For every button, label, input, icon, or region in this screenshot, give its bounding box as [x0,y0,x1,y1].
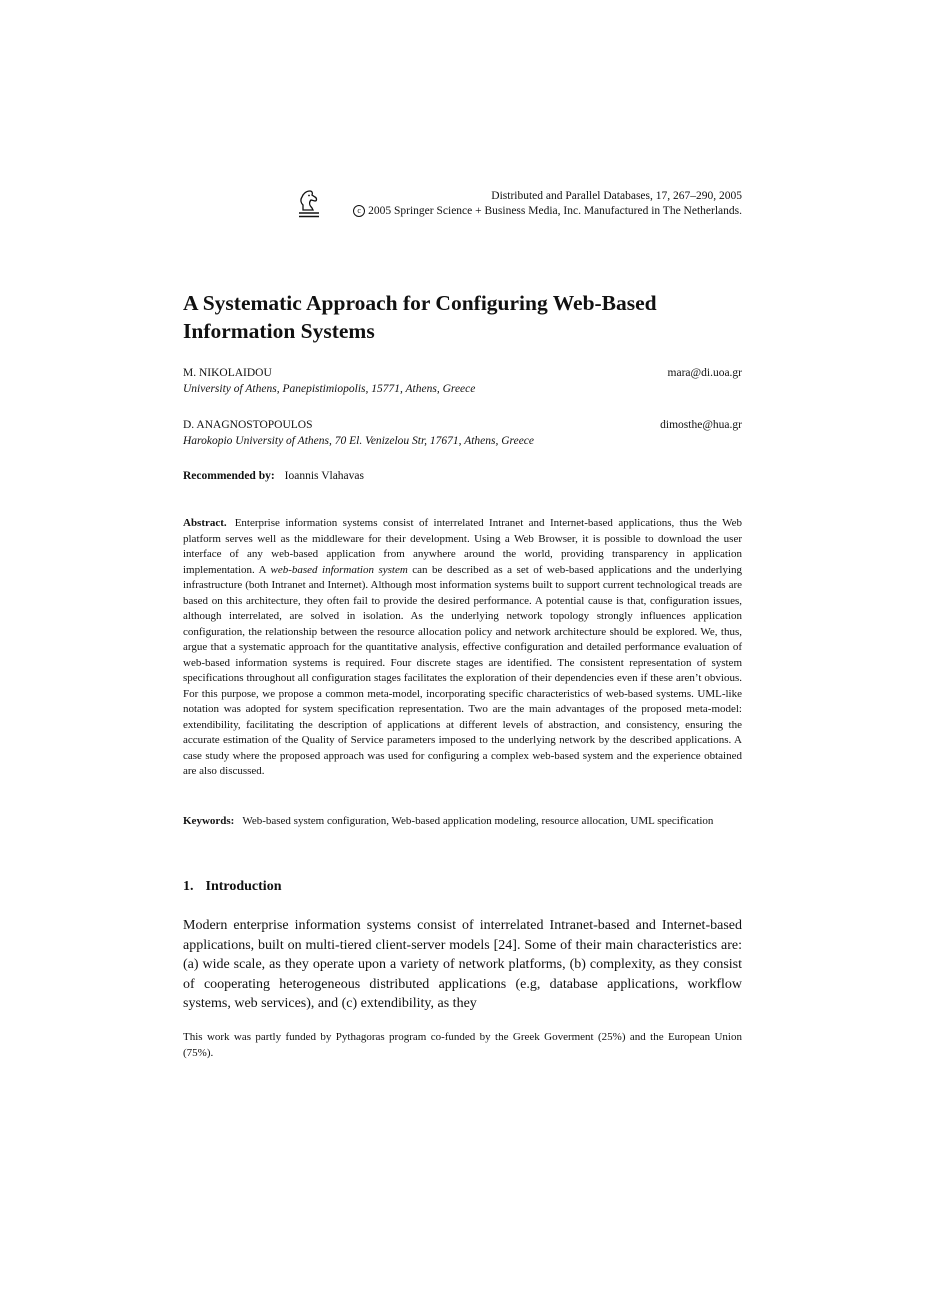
springer-knight-icon [297,188,321,218]
keywords-text: Web-based system configuration, Web-based application modeling, resource allocation, UML specification [242,815,714,827]
section-heading [183,879,281,895]
author-affiliation: Harokopio University of Athens, 70 El. Venizelou Str, 17671, Athens, Greece [183,435,535,447]
abstract-text-2: can be described as a set of web-based applications and the underlying infrastructure (both Intranet and Internet). Although most information systems built to support current technological treads are based on this architecture, they often fail to provide the desired performance. A potential cause is that, configuration issues, although interrelated, are solved in isolation. As the underlying network topology strongly influences application configuration, the relationship between the resource allocation policy and network architecture should be explored. We, thus, argue that a systematic approach for the quantitative analysis, effective configuration and detailed performance evaluation of web-based information systems is required. Four discrete stages are identified. The consistent representation of system specifications throughout all configuration stages facilitates the exploration of their dependencies even if these aren’t obvious. For this purpose, we propose a common meta-model, incorporating specific characteristics of web-based systems. UML-like notation was adopted for system specification representation. Two are the main advantages of the proposed meta-model: extendibility, facilitating the description of applications at different levels of abstraction, and consistency, ensuring the accurate estimation of the Quality of Service parameters imposed to the underlying network by the described applications. A case study where the proposed approach was used for configuring a complex web-based system and the experience obtained are also discussed. [183,563,742,777]
author-1 [183,365,742,397]
copyright-text: 2005 Springer Science + Business Media, Inc. Manufactured in The Netherlands. [368,205,742,217]
abstract-text-1: Enterprise information systems consist of interrelated Intranet and Internet-based applications, thus the Web platform serves well as the middleware for their development. Using a Web Browser, it is possible to download the user interface of any web-based application from anywhere around the world, providing transparency in application implementation. A [183,517,742,576]
recommended-name: Ioannis Vlahavas [284,470,364,482]
journal-line: Distributed and Parallel Databases, 17, 267–290, 2005 [491,190,742,202]
author-email[interactable]: dimosthe@hua.gr [660,419,742,431]
section-title: Introduction [205,879,282,894]
abstract-italic-term: web-based information system [270,563,408,576]
keywords [183,814,742,830]
abstract [183,516,742,780]
paper-title: A Systematic Approach for Configuring Web-Based Information Systems [183,291,657,343]
section-number: 1. [183,879,194,894]
author-2 [183,417,742,449]
recommended-by [183,470,364,482]
body-paragraph: Modern enterprise information systems consist of interrelated Intranet-based and Internet-based applications, built on multi-tiered client-server models [24]. Some of their main characteristics are: (a) wide scale, as they operate upon a variety of network platforms, (b) complexity, as they consist of cooperating heterogeneous distributed applications (e.g, database applications, workflow systems, web services), and (c) extendibility, as they [183,918,742,1011]
author-name: D. ANAGNOSTOPOULOS [183,419,313,431]
keywords-label: Keywords: [183,815,235,827]
author-email[interactable]: mara@di.uoa.gr [667,367,742,379]
copyright-line [353,204,742,219]
author-name: M. NIKOLAIDOU [183,367,272,379]
author-affiliation: University of Athens, Panepistimiopolis, 15771, Athens, Greece [183,383,476,395]
abstract-label: Abstract. [183,517,227,529]
recommended-label: Recommended by: [183,470,275,482]
copyright-symbol: c [353,205,365,217]
journal-header [293,186,742,220]
funding-footnote: This work was partly funded by Pythagoras program co-funded by the Greek Goverment (25%) and the European Union (75%). [183,1031,742,1059]
